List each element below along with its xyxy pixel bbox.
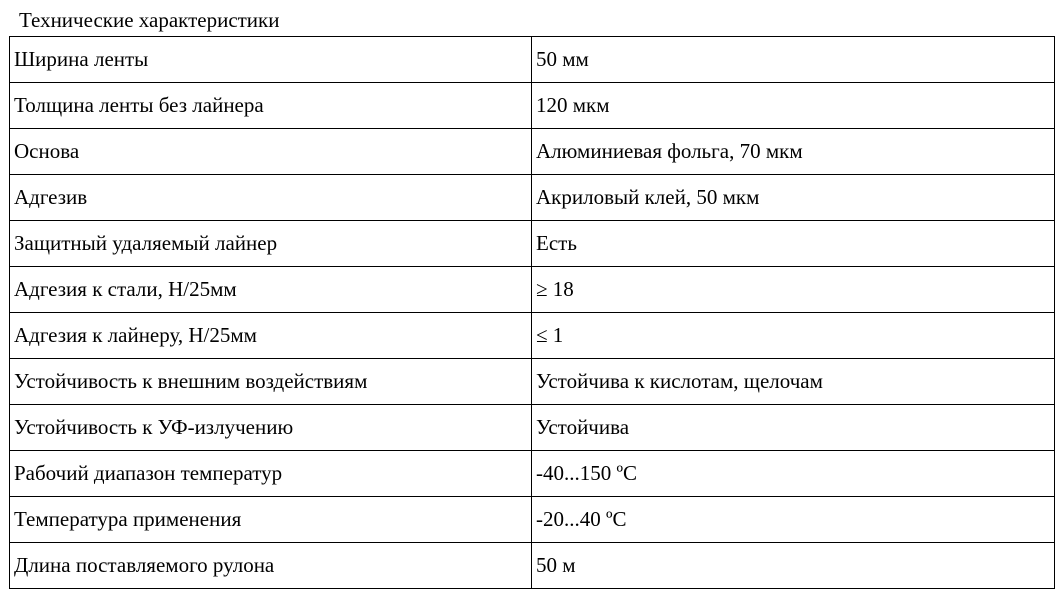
table-row <box>10 497 1055 543</box>
spec-label-application-temp: Температура применения <box>10 497 532 543</box>
table-row <box>10 451 1055 497</box>
spec-value-tape-width: 50 мм <box>532 37 1055 83</box>
spec-label-tape-width: Ширина ленты <box>10 37 532 83</box>
spec-value-adhesion-steel: ≥ 18 <box>532 267 1055 313</box>
document-title: Технические характеристики <box>19 8 280 32</box>
spec-value-application-temp: -20...40 ºC <box>532 497 1055 543</box>
table-row <box>10 359 1055 405</box>
spec-value-external-resistance: Устойчива к кислотам, щелочам <box>532 359 1055 405</box>
spec-value-base: Алюминиевая фольга, 70 мкм <box>532 129 1055 175</box>
table-row <box>10 267 1055 313</box>
spec-value-operating-temp: -40...150 ºC <box>532 451 1055 497</box>
table-row <box>10 543 1055 589</box>
spec-label-base: Основа <box>10 129 532 175</box>
spec-label-adhesion-liner: Адгезия к лайнеру, Н/25мм <box>10 313 532 359</box>
table-row <box>10 221 1055 267</box>
table-row <box>10 83 1055 129</box>
table-row <box>10 405 1055 451</box>
spec-label-liner: Защитный удаляемый лайнер <box>10 221 532 267</box>
spec-value-liner: Есть <box>532 221 1055 267</box>
spec-label-adhesion-steel: Адгезия к стали, Н/25мм <box>10 267 532 313</box>
table-row <box>10 129 1055 175</box>
spec-label-thickness: Толщина ленты без лайнера <box>10 83 532 129</box>
spec-label-roll-length: Длина поставляемого рулона <box>10 543 532 589</box>
table-row <box>10 313 1055 359</box>
spec-label-external-resistance: Устойчивость к внешним воздействиям <box>10 359 532 405</box>
spec-value-adhesive: Акриловый клей, 50 мкм <box>532 175 1055 221</box>
spec-label-operating-temp: Рабочий диапазон температур <box>10 451 532 497</box>
spec-value-roll-length: 50 м <box>532 543 1055 589</box>
spec-value-adhesion-liner: ≤ 1 <box>532 313 1055 359</box>
spec-value-thickness: 120 мкм <box>532 83 1055 129</box>
spec-label-adhesive: Адгезив <box>10 175 532 221</box>
table-row <box>10 37 1055 83</box>
specifications-table <box>9 36 1055 589</box>
spec-value-uv-resistance: Устойчива <box>532 405 1055 451</box>
spec-label-uv-resistance: Устойчивость к УФ-излучению <box>10 405 532 451</box>
table-row <box>10 175 1055 221</box>
